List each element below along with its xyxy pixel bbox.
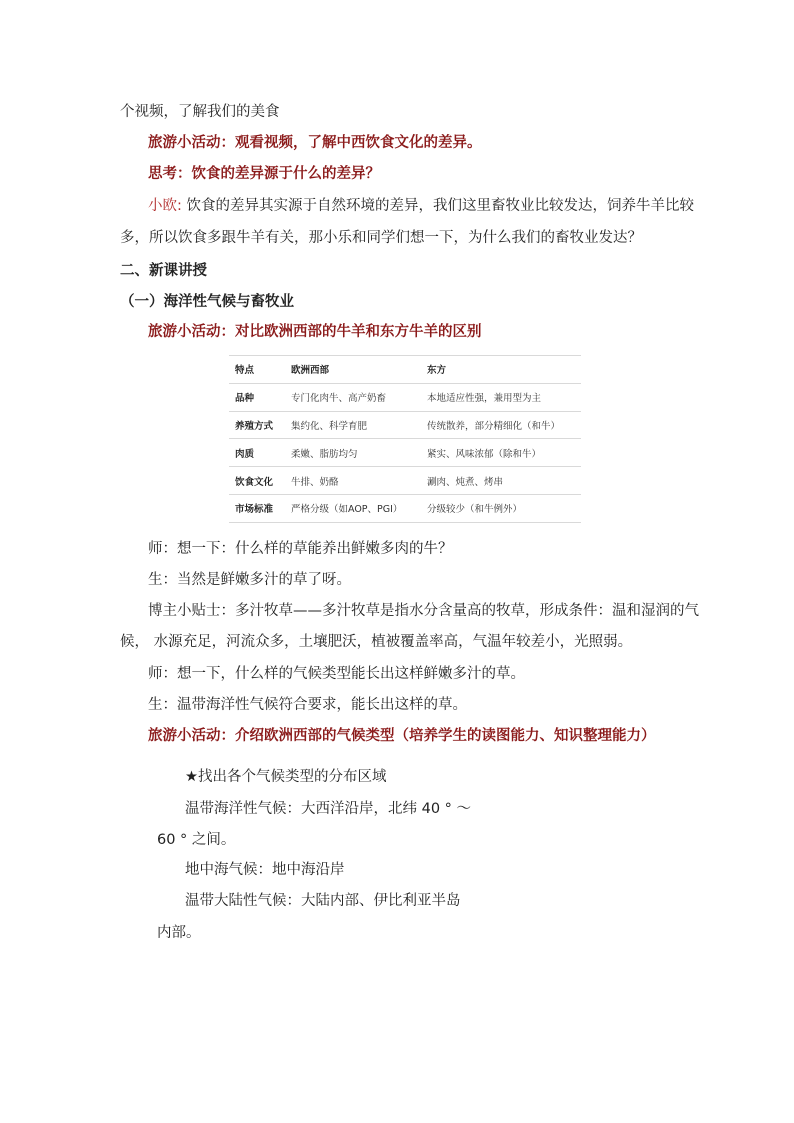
paragraph-text: 饮食的差异其实源于自然环境的差异，我们这里畜牧业比较发达，饲养牛羊比较	[181, 198, 694, 214]
table-cell: 集约化、科学育肥	[285, 411, 421, 439]
tip-text: 博主小贴士：多汁牧草——多汁牧草是指水分含量高的牧草，形成条件：温和湿润的气	[148, 603, 699, 619]
tip-text: 候， 水源充足，河流众多，土壤肥沃，植被覆盖率高，气温年较差小，光照弱。	[120, 634, 633, 650]
table-cell: 柔嫩、脂肪均匀	[285, 439, 421, 467]
dialogue-line: 生：温带海洋性气候符合要求，能长出这样的草。	[148, 697, 467, 713]
table-cell: 养殖方式	[229, 411, 285, 439]
table-cell: 涮肉、炖煮、烤串	[421, 467, 581, 495]
paragraph-text	[148, 196, 694, 216]
table-cell: 品种	[229, 383, 285, 411]
table-cell: 牛排、奶酪	[285, 467, 421, 495]
paragraph-text: 多，所以饮食多跟牛羊有关，那小乐和同学们想一下，为什么我们的畜牧业发达？	[120, 230, 642, 246]
dialogue-line: 师：想一下，什么样的气候类型能长出这样鲜嫩多汁的草。	[148, 666, 525, 682]
section-heading: 二、新课讲授	[120, 263, 207, 279]
table-header: 欧洲西部	[285, 356, 421, 384]
question-heading: 思考：饮食的差异源于什么的差异？	[148, 166, 380, 182]
table-header: 特点	[229, 356, 285, 384]
activity-heading: 旅游小活动：介绍欧洲西部的气候类型（培养学生的读图能力、知识整理能力）	[148, 728, 656, 744]
climate-item: 内部。	[157, 925, 201, 941]
table-cell: 分级较少（和牛例外）	[421, 494, 581, 522]
table-row	[229, 467, 581, 495]
climate-item: 温带大陆性气候：大陆内部、伊比利亚半岛	[185, 893, 461, 909]
paragraph-text: 个视频，了解我们的美食	[120, 104, 280, 120]
activity-heading: 旅游小活动：观看视频，了解中西饮食文化的差异。	[148, 135, 482, 151]
activity-heading: 旅游小活动：对比欧洲西部的牛羊和东方牛羊的区别	[148, 324, 482, 340]
climate-item: 地中海气候：地中海沿岸	[185, 862, 345, 878]
speaker-label: 小欧:	[148, 198, 182, 214]
task-item: ★找出各个气候类型的分布区域	[185, 769, 387, 785]
table-header-row	[229, 356, 581, 384]
table-row	[229, 494, 581, 522]
table-cell: 紧实、风味浓郁（除和牛）	[421, 439, 581, 467]
table-cell: 饮食文化	[229, 467, 285, 495]
climate-item: 温带海洋性气候：大西洋沿岸，北纬 40 ° ～	[185, 801, 472, 817]
table-cell: 本地适应性强，兼用型为主	[421, 383, 581, 411]
table-cell: 专门化肉牛、高产奶畜	[285, 383, 421, 411]
comparison-table	[229, 355, 581, 523]
table-header: 东方	[421, 356, 581, 384]
dialogue-line: 生：当然是鲜嫩多汁的草了呀。	[148, 572, 351, 588]
subsection-heading: （一）海洋性气候与畜牧业	[120, 294, 294, 310]
table-cell: 肉质	[229, 439, 285, 467]
table-cell: 市场标准	[229, 494, 285, 522]
table-cell: 严格分级（如AOP、PGI）	[285, 494, 421, 522]
table-row	[229, 439, 581, 467]
table-row	[229, 383, 581, 411]
dialogue-line: 师：想一下：什么样的草能养出鲜嫩多肉的牛？	[148, 541, 453, 557]
climate-item: 60 ° 之间。	[157, 832, 236, 848]
table-row	[229, 411, 581, 439]
table-cell: 传统散养，部分精细化（和牛）	[421, 411, 581, 439]
